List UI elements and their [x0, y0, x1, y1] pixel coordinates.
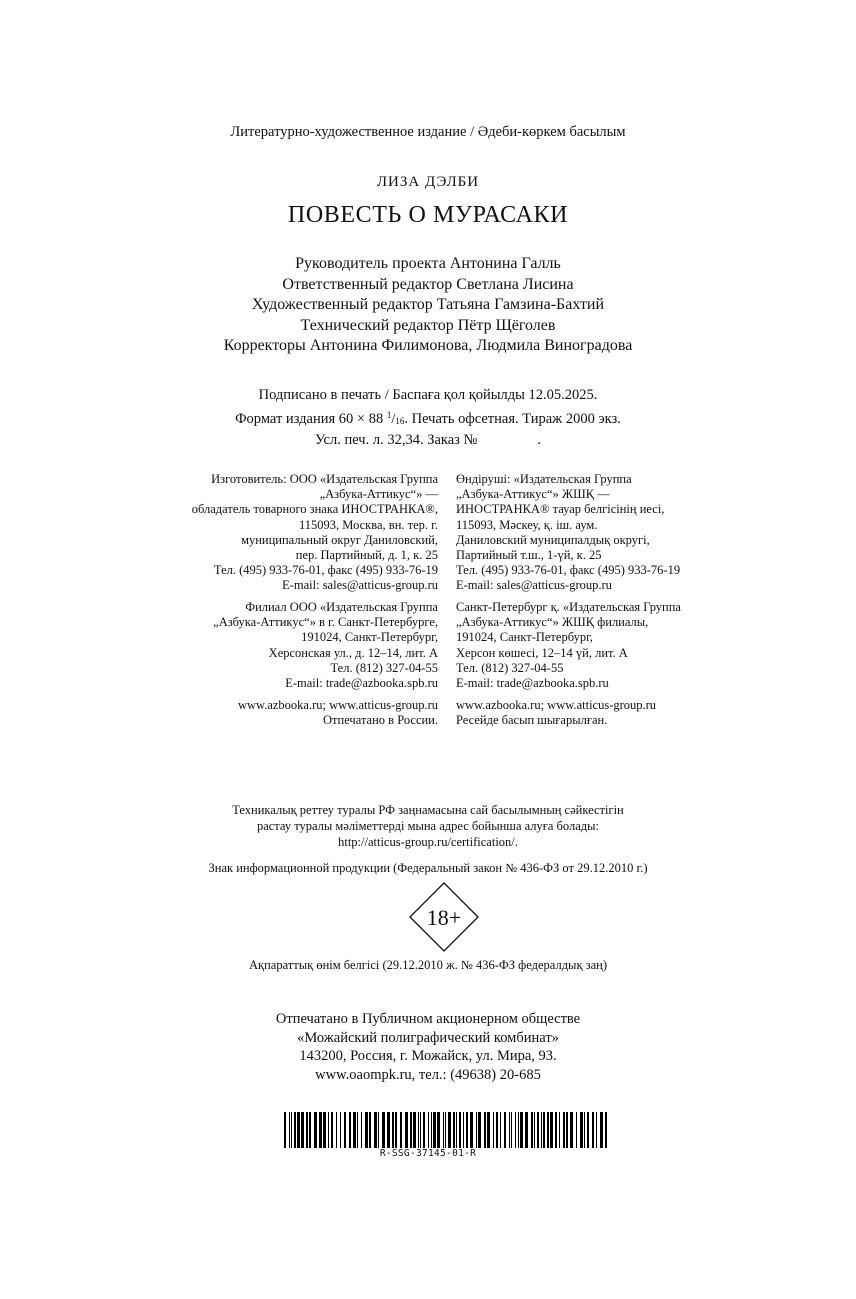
info-product-sign: Знак информационной продукции (Федеральный закон № 436-ФЗ от 29.12.2010 г.)	[208, 861, 648, 875]
barcode-bar	[600, 1112, 603, 1148]
barcode-bar	[410, 1112, 412, 1148]
barcode-bar	[420, 1112, 421, 1148]
websites-kz	[456, 698, 656, 728]
credit-art-editor: Художественный редактор Татьяна Гамзина-Бахтий	[251, 296, 605, 313]
barcode-bar	[413, 1112, 416, 1148]
branch-kz-line: Тел. (812) 327-04-55	[456, 660, 564, 675]
barcode-bar	[587, 1112, 589, 1148]
age-rating-badge	[409, 882, 479, 952]
branch-ru-line: Херсонская ул., д. 12–14, лит. А	[268, 645, 438, 660]
barcode-bar	[361, 1112, 362, 1148]
barcode-bar	[323, 1112, 326, 1148]
barcode-bar	[534, 1112, 535, 1148]
age-sign-caption: Ақпараттық өнім белгісі (29.12.2010 ж. № 436-ФЗ федералдық заң)	[249, 958, 607, 972]
barcode-bar	[428, 1112, 429, 1148]
barcode-bar	[470, 1112, 473, 1148]
manufacturer-kz-line: Даниловский муниципалдық округі,	[456, 532, 650, 547]
barcode-bar	[541, 1112, 542, 1148]
barcode-bar	[378, 1112, 379, 1148]
sheets-end: .	[537, 432, 541, 448]
barcode-bar	[580, 1112, 583, 1148]
manufacturer-ru-line: „Азбука-Аттикус“» —	[319, 487, 438, 502]
manufacturer-kz-line: 115093, Мәскеу, қ. іш. аум.	[456, 517, 598, 532]
barcode-bar	[576, 1112, 577, 1148]
barcode-bar	[369, 1112, 371, 1148]
barcode-bar	[463, 1112, 464, 1148]
barcode-bar	[555, 1112, 557, 1148]
barcode-bar	[336, 1112, 337, 1148]
barcode-bar	[566, 1112, 568, 1148]
manufacturer-kz	[456, 472, 680, 594]
manufacturer-kz-line: „Азбука-Аттикус“» ЖШҚ —	[456, 487, 610, 502]
branch-kz	[456, 600, 681, 691]
manufacturer-ru-line: Тел. (495) 933-76-01, факс (495) 933-76-19	[213, 563, 438, 578]
branch-kz-line: E-mail: trade@azbooka.spb.ru	[456, 676, 609, 691]
barcode-bar	[466, 1112, 468, 1148]
manufacturer-kz-line: Партийный т.ш., 1-үй, к. 25	[456, 548, 602, 563]
websites-ru	[238, 698, 438, 728]
barcode-bar	[570, 1112, 573, 1148]
manufacturer-ru-line: обладатель товарного знака ИНОСТРАНКА®,	[191, 502, 438, 517]
sheets-line	[0, 431, 856, 451]
format-denominator: 16	[395, 415, 405, 426]
barcode-bar	[328, 1112, 329, 1148]
signed-to-print: Подписано в печать / Баспаға қол қойылды 12.05.2025.	[258, 387, 598, 403]
barcode-bar	[306, 1112, 308, 1148]
barcode-bar	[493, 1112, 494, 1148]
branch-ru-line: „Азбука-Аттикус“» в г. Санкт-Петербурге,	[213, 615, 438, 630]
printed-in-russia-kz: Ресейде басып шығарылған.	[456, 713, 608, 728]
branch-ru-line: Тел. (812) 327-04-55	[330, 660, 438, 675]
barcode-bar	[431, 1112, 432, 1148]
barcode-bar	[319, 1112, 322, 1148]
barcode-bar	[357, 1112, 358, 1148]
manufacturer-ru-line: пер. Партийный, д. 1, к. 25	[295, 548, 438, 563]
format-slash: /	[391, 410, 396, 427]
barcode-bar	[331, 1112, 333, 1148]
barcode-bar	[448, 1112, 451, 1148]
barcode-bar	[515, 1112, 516, 1148]
book-title: ПОВЕСТЬ О МУРАСАКИ	[287, 202, 569, 228]
barcode-bar	[433, 1112, 436, 1148]
barcode-bar	[537, 1112, 539, 1148]
barcode-bar	[453, 1112, 455, 1148]
manufacturer-ru-line: муниципальный округ Даниловский,	[241, 532, 438, 547]
barcode-bar	[309, 1112, 311, 1148]
branch-kz-line: 191024, Санкт-Петербург,	[456, 630, 593, 645]
barcode-bar	[423, 1112, 425, 1148]
barcode-bar	[353, 1112, 356, 1148]
barcode-bar	[605, 1112, 607, 1148]
barcode-bar	[484, 1112, 486, 1148]
barcode-bar	[543, 1112, 545, 1148]
edition-type: Литературно-художественное издание / Әдеби-көркем басылым	[230, 124, 626, 140]
barcode-bar	[314, 1112, 317, 1148]
printed-in-russia-ru: Отпечатано в России.	[323, 713, 438, 728]
certification-line: Техникалық реттеу туралы РФ заңнамасына сай басылымның сәйкестігін	[232, 803, 624, 817]
barcode-bar	[340, 1112, 341, 1148]
manufacturer-ru-line: Изготовитель: ООО «Издательская Группа	[211, 472, 438, 486]
barcode-bar	[550, 1112, 553, 1148]
barcode-bar	[395, 1112, 397, 1148]
age-rating-text: 18+	[426, 905, 462, 930]
branch-ru-line: 191024, Санкт-Петербург,	[301, 630, 438, 645]
barcode-bar	[518, 1112, 519, 1148]
credit-chief-editor: Ответственный редактор Светлана Лисина	[282, 275, 574, 293]
barcode-bar	[297, 1112, 300, 1148]
barcode-bar	[459, 1112, 461, 1148]
websites-ru-line: www.azbooka.ru; www.atticus-group.ru	[237, 698, 438, 712]
print-info-block	[0, 386, 856, 451]
barcode-bar	[563, 1112, 565, 1148]
barcode-bar	[487, 1112, 490, 1148]
barcode-bar	[301, 1112, 304, 1148]
manufacturer-kz-line: ИНОСТРАНКА® тауар белгісінің иесі,	[456, 502, 665, 517]
credit-project-lead: Руководитель проекта Антонина Галль	[295, 255, 561, 272]
barcode-bar	[445, 1112, 446, 1148]
barcode-bar	[496, 1112, 498, 1148]
barcode-bar	[559, 1112, 560, 1148]
barcode-bar	[500, 1112, 501, 1148]
barcode-bar	[511, 1112, 512, 1148]
printer-line: «Можайский полиграфический комбинат»	[297, 1029, 559, 1046]
websites-kz-line: www.azbooka.ru; www.atticus-group.ru	[456, 698, 657, 712]
barcode-bar	[418, 1112, 419, 1148]
format-line	[0, 406, 856, 432]
printer-block	[0, 1010, 856, 1084]
manufacturer-kz-line: E-mail: sales@atticus-group.ru	[456, 578, 612, 593]
barcode	[284, 1112, 610, 1148]
barcode-bar	[525, 1112, 528, 1148]
barcode-bar	[387, 1112, 390, 1148]
sheets-text: Усл. печ. л. 32,34. Заказ №	[315, 432, 478, 448]
barcode-bar	[405, 1112, 408, 1148]
manufacturer-kz-line: Тел. (495) 933-76-01, факс (495) 933-76-19	[456, 563, 681, 578]
barcode-bar	[437, 1112, 440, 1148]
certification-line: растау туралы мәліметтерді мына адрес бойынша алуға болады:	[256, 819, 600, 833]
branch-kz-line: Херсон көшесі, 12–14 үй, лит. А	[456, 645, 628, 660]
barcode-bar	[284, 1112, 286, 1148]
barcode-bar	[596, 1112, 597, 1148]
barcode-bar	[547, 1112, 549, 1148]
credit-proofreaders: Корректоры Антонина Филимонова, Людмила Виноградова	[223, 337, 633, 354]
credits-block	[0, 254, 856, 357]
branch-ru-line: E-mail: trade@azbooka.spb.ru	[285, 676, 438, 691]
barcode-bar	[531, 1112, 533, 1148]
barcode-bar	[374, 1112, 377, 1148]
barcode-bar	[400, 1112, 402, 1148]
printer-line: 143200, Россия, г. Можайск, ул. Мира, 93.	[299, 1048, 557, 1064]
branch-kz-line: Санкт-Петербург қ. «Издательская Группа	[456, 600, 681, 614]
branch-ru-line: Филиал ООО «Издательская Группа	[245, 600, 438, 614]
barcode-bar	[349, 1112, 351, 1148]
branch-kz-line: „Азбука-Аттикус“» ЖШҚ филиалы,	[456, 615, 649, 630]
branch-ru	[213, 600, 438, 691]
barcode-bar	[520, 1112, 523, 1148]
author-name: ЛИЗА ДЭЛБИ	[376, 174, 480, 190]
barcode-bar	[365, 1112, 368, 1148]
manufacturer-ru	[192, 472, 438, 594]
barcode-bar	[478, 1112, 481, 1148]
format-numerator: 1	[386, 409, 392, 420]
format-prefix: Формат издания 60 × 88	[235, 410, 384, 427]
barcode-bar	[291, 1112, 292, 1148]
barcode-bar	[443, 1112, 444, 1148]
barcode-bar	[456, 1112, 457, 1148]
barcode-bar	[294, 1112, 296, 1148]
format-suffix: . Печать офсетная. Тираж 2000 экз.	[404, 410, 621, 427]
manufacturer-ru-line: 115093, Москва, вн. тер. г.	[298, 517, 438, 532]
barcode-bar	[382, 1112, 385, 1148]
barcode-bar	[289, 1112, 290, 1148]
certification-url: http://atticus-group.ru/certification/.	[338, 835, 518, 849]
printer-line: www.oaompk.ru, тел.: (49638) 20-685	[315, 1066, 541, 1083]
credit-tech-editor: Технический редактор Пётр Щёголев	[300, 316, 556, 334]
manufacturer-ru-line: E-mail: sales@atticus-group.ru	[282, 578, 438, 593]
manufacturer-kz-line: Өндіруші: «Издательская Группа	[456, 472, 632, 486]
barcode-bar	[509, 1112, 510, 1148]
barcode-bar	[476, 1112, 477, 1148]
barcode-bar	[592, 1112, 594, 1148]
certification-block	[0, 802, 856, 850]
barcode-bar	[584, 1112, 585, 1148]
barcode-bar	[504, 1112, 506, 1148]
barcode-bar	[344, 1112, 346, 1148]
barcode-bar	[392, 1112, 394, 1148]
barcode-text: R-SSG-37145-01-R	[379, 1148, 477, 1159]
printer-line: Отпечатано в Публичном акционерном обществе	[275, 1011, 581, 1027]
